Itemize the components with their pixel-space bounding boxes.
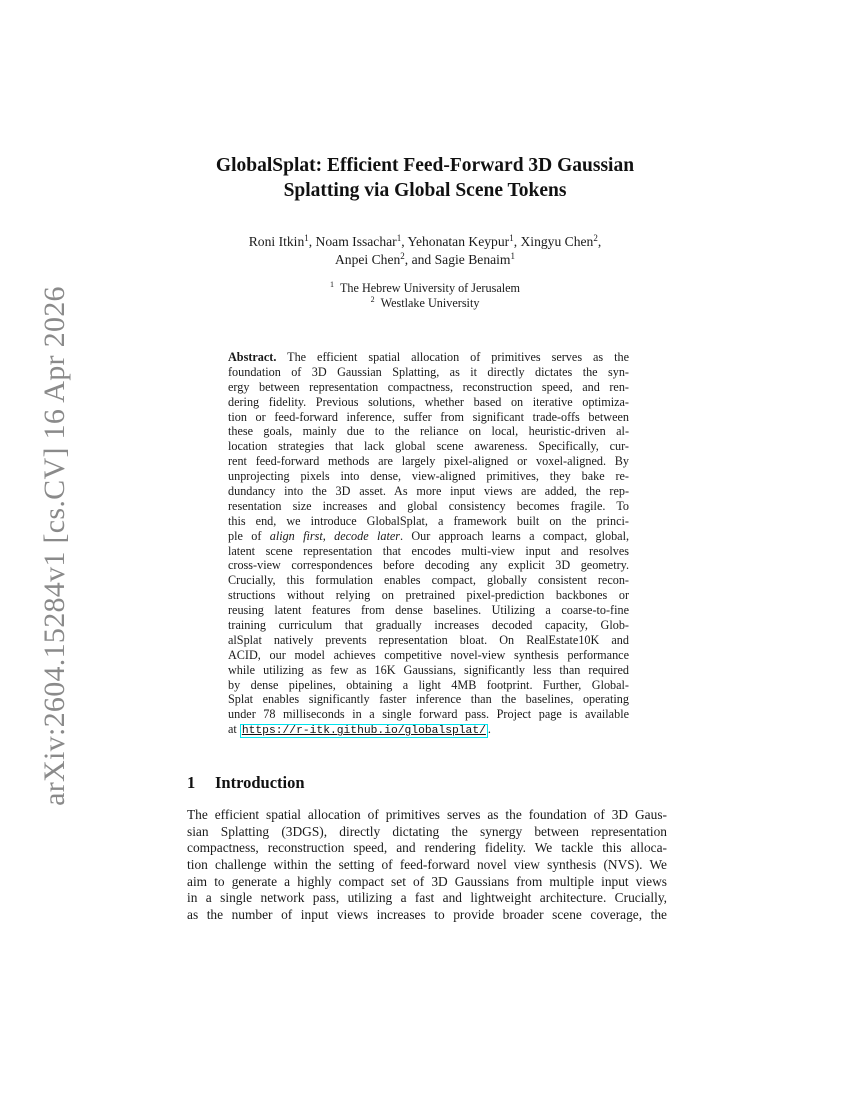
- abstract-text: ple of: [228, 528, 270, 543]
- abstract-line: this end, we introduce GlobalSplat, a framework built on the princi-: [228, 513, 629, 528]
- arxiv-identifier-stamp: arXiv:2604.15284v1 [cs.CV] 16 Apr 2026: [38, 286, 71, 806]
- affiliation-name: The Hebrew University of Jerusalem: [339, 281, 521, 295]
- author-line: [150, 233, 700, 251]
- affiliation-marker: 1: [396, 233, 402, 243]
- affiliation-marker: 1: [509, 233, 514, 243]
- body-line: compactness, reconstruction speed, and rendering fidelity. We tackle this alloca-: [187, 840, 667, 856]
- affiliation-name: Westlake University: [380, 296, 480, 310]
- abstract-line: latent scene representation that encodes multi-view input and resolves: [228, 543, 629, 558]
- author-name: , Yehonatan Keypur: [401, 234, 510, 249]
- author-name: Anpei Chen: [334, 252, 401, 267]
- affiliation-number: 2: [370, 295, 375, 304]
- abstract-line: under 78 milliseconds in a single forward pass. Project page is available: [228, 707, 629, 722]
- author-name: , Noam Issachar: [308, 234, 397, 249]
- abstract-line: ACID, our model achieves competitive novel-view synthesis performance: [228, 647, 629, 662]
- abstract-line: by dense pipelines, obtaining a light 4MB footprint. Further, Global-: [228, 677, 629, 692]
- abstract-line: dundancy into the 3D asset. As more input views are added, the rep-: [228, 484, 629, 499]
- abstract-line: foundation of 3D Gaussian Splatting, as it directly dictates the syn-: [228, 364, 629, 379]
- abstract-text: .: [487, 722, 491, 737]
- abstract: [228, 350, 629, 737]
- affiliation: [150, 296, 700, 311]
- abstract-line: alSplat natively prevents representation bloat. On RealEstate10K and: [228, 632, 629, 647]
- affiliation-list: [150, 281, 700, 311]
- section-title: Introduction: [215, 773, 305, 792]
- abstract-text: The efficient spatial allocation of primitives serves as the: [276, 350, 629, 364]
- affiliation-marker: 2: [593, 233, 598, 243]
- abstract-line: cross-view correspondences before decoding any explicit 3D geometry.: [228, 558, 629, 573]
- abstract-line: reusing latent features from dense baselines. Utilizing a coarse-to-fine: [228, 603, 629, 618]
- author-line: [150, 251, 700, 269]
- title-line: Splatting via Global Scene Tokens: [283, 180, 567, 201]
- author-name: , Xingyu Chen: [513, 234, 594, 249]
- project-page-link[interactable]: https://r-itk.github.io/globalsplat/: [241, 725, 486, 738]
- abstract-line: location strategies that lack global scene awareness. Specifically, cur-: [228, 439, 629, 454]
- author-name: , and Sagie Benaim: [404, 252, 511, 267]
- abstract-line: [228, 529, 629, 544]
- abstract-label: Abstract.: [228, 350, 277, 364]
- abstract-line: training curriculum that gradually increases decoded capacity, Glob-: [228, 618, 629, 633]
- emphasized-phrase: align first, decode later: [269, 528, 400, 543]
- abstract-line: while utilizing as few as 16K Gaussians, significantly less than required: [228, 662, 629, 677]
- abstract-line: dering fidelity. Previous solutions, whether based on iterative optimiza-: [228, 394, 629, 409]
- section-number: 1: [187, 773, 196, 792]
- body-line: as the number of input views increases to provide broader scene coverage, the: [187, 907, 667, 923]
- abstract-line: ergy between representation compactness, reconstruction speed, and ren-: [228, 379, 629, 394]
- affiliation: [150, 281, 700, 296]
- affiliation-marker: 1: [304, 233, 309, 243]
- body-line: aim to generate a highly compact set of 3D Gaussians from multiple input views: [187, 873, 667, 889]
- abstract-text: . Our approach learns a compact, global,: [400, 528, 630, 543]
- author-list: [150, 233, 700, 269]
- abstract-line: these goals, mainly due to the reliance on local, heuristic-driven al-: [228, 424, 629, 439]
- paper-title: [150, 153, 700, 203]
- affiliation-marker: 2: [400, 251, 405, 261]
- body-line: tion challenge within the setting of feed-forward novel view synthesis (NVS). We: [187, 857, 667, 873]
- affiliation-marker: 1: [510, 251, 516, 261]
- author-name: Roni Itkin: [248, 234, 305, 249]
- abstract-text: at: [228, 722, 240, 737]
- abstract-line: [228, 350, 629, 365]
- abstract-line: Crucially, this formulation enables compact, globally consistent recon-: [228, 573, 629, 588]
- body-line: The efficient spatial allocation of primitives serves as the foundation of 3D Gaus-: [187, 807, 667, 822]
- abstract-line: tion or feed-forward inference, suffer from significant trade-offs between: [228, 409, 629, 424]
- abstract-line: unprojecting pixels into dense, view-aligned primitives, they bake re-: [228, 469, 629, 484]
- abstract-line: rent feed-forward methods are largely pixel-aligned or voxel-aligned. By: [228, 454, 629, 469]
- section-heading-introduction: [187, 773, 305, 793]
- body-line: in a single network pass, utilizing a fast and lightweight architecture. Crucially,: [187, 890, 667, 906]
- introduction-body: [187, 807, 667, 924]
- title-line: GlobalSplat: Efficient Feed-Forward 3D Gaussian: [215, 155, 635, 176]
- separator: ,: [597, 234, 602, 249]
- abstract-line: resentation size increases and global consistency becomes fragile. To: [228, 498, 629, 513]
- body-line: sian Splatting (3DGS), directly dictating the synergy between representation: [187, 823, 667, 839]
- abstract-line: Splat enables significantly faster inference than the baselines, operating: [228, 692, 629, 707]
- abstract-line: [228, 722, 629, 737]
- affiliation-number: 1: [329, 280, 334, 289]
- abstract-line: structions without relying on pretrained pixel-prediction backbones or: [228, 588, 629, 603]
